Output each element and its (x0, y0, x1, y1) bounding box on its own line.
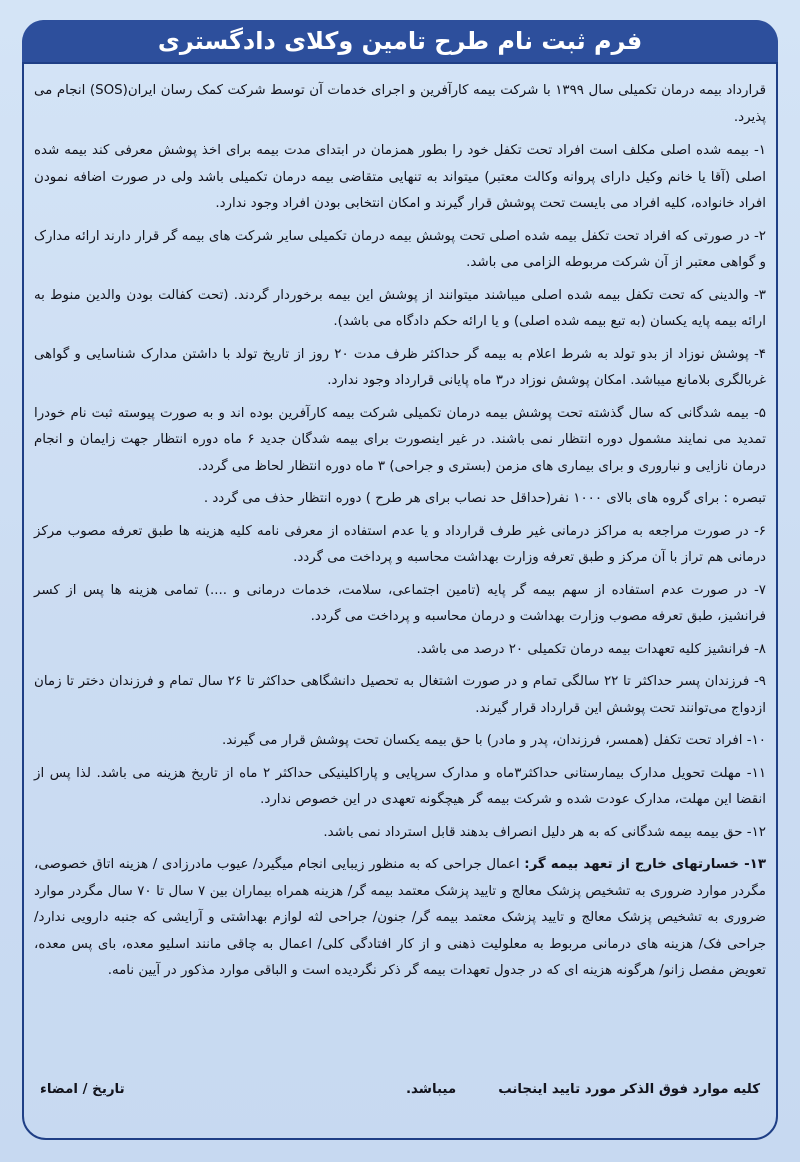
clause-5: ۵- بیمه شدگانی که سال گذشته تحت پوشش بیمه درمان تکمیلی شرکت بیمه کارآفرین بوده اند و به صورت پیوسته ثبت نام خودرا تمدید می نمایند مشمول دوره انتظار نمی باشند. در غیر اینصورت برای بیمه شدگان جدید ۶ ماه دوره انتظار جهت زایمان و انجام درمان نازایی و نباروری و برای بیماری های مزمن (بستری و جراحی) ۳ ماه دوره انتظار لحاظ می گردد. (34, 405, 766, 474)
clause-7: ۷- در صورت عدم استفاده از سهم بیمه گر پایه (تامین اجتماعی، سلامت، خدمات درمانی و ....) تمامی هزینه ها پس از کسر فرانشیز، طبق تعرفه مصوب وزارت بهداشت و درمان محاسبه و پرداخت می گردد. (34, 582, 766, 624)
intro-paragraph: قرارداد بیمه درمان تکمیلی سال ۱۳۹۹ با شرکت بیمه کارآفرین و اجرای خدمات آن توسط شرکت کمک رسان ایران(SOS) انجام می پذیرد. (34, 83, 766, 125)
clause-13-text: اعمال جراحی که به منظور زیبایی انجام میگیرد/ عیوب مادرزادی / هزینه اتاق خصوصی، مگردر موارد ضروری به تشخیص پزشک معالج و تایید پزشک معتمد بیمه گر/ هزینه همراه بیماران بین ۷ سال تا ۷۰ سال مگردر موارد ضروری به تشخیص پزشک معالج و تایید پزشک معتمد بیمه گر/ جنون/ جراحی لثه لوازم بهداشتی و آرایشی که جنبه دارویی ندارد/ جراحی فک/ هزینه های درمانی مربوط به معلولیت ذهنی و از کار افتادگی کلی/ اعمال به چاقی مانند اسلیو معده، بای پس معده، تعویض مفصل زانو/ هرگونه هزینه ای که در جدول تعهدات بیمه گر ذکر نگردیده است و الباقی موارد مذکور در آیین نامه. (34, 857, 766, 978)
clause-11: ۱۱- مهلت تحویل مدارک بیمارستانی حداکثر۳ماه و مدارک سرپایی و پاراکلینیکی حداکثر ۲ ماه از تاریخ هزینه می باشد. لذا پس از انقضا این مهلت، مدارک عودت شده و شرکت بیمه گر هیچگونه تعهدی در این خصوص ندارد. (34, 765, 767, 807)
clause-10: ۱۰- افراد تحت تکفل (همسر، فرزندان، پدر و مادر) با حق بیمه یکسان تحت پوشش قرار می گیرند. (221, 733, 766, 748)
confirmation-suffix: میباشد. (405, 1082, 457, 1097)
confirmation-text: کلیه موارد فوق الذکر مورد تایید اینجانب (498, 1082, 760, 1097)
clause-6: ۶- در صورت مراجعه به مراکز درمانی غیر طرف قرارداد و یا عدم استفاده از معرفی نامه کلیه هزینه ها طبق تعرفه مصوب مرکز درمانی هم تراز با آن مرکز و طبق تعرفه وزارت بهداشت محاسبه و پرداخت می گردد. (34, 523, 766, 565)
date-signature-area (40, 1082, 125, 1097)
clause-2: ۲- در صورتی که افراد تحت تکفل بیمه شده اصلی تحت پوشش بیمه درمان تکمیلی سایر شرکت های بیمه گر قرار دارند ارائه مدارک و گواهی معتبر از آن شرکت مربوطه الزامی می باشد. (34, 228, 766, 270)
confirmation-statement (406, 1082, 760, 1097)
clause-1: ۱- بیمه شده اصلی مکلف است افراد تحت تکفل خود را بطور همزمان در ابتدای مدت بیمه برای اخذ پوشش معرفی کند بیمه شده اصلی (آقا یا خانم وکیل دارای پروانه وکالت معتبر) میتواند به تنهایی متقاضی بیمه درمان تکمیلی باشد ولی در صورت اضافه نمودن افراد خانواده، کلیه افراد می بایست تحت پوشش قرار گیرند و امکان انتخابی بودن افراد وجود ندارد. (34, 143, 766, 211)
clause-12: ۱۲- حق بیمه بیمه شدگانی که به هر دلیل انصراف بدهند قابل استرداد نمی باشد. (323, 824, 766, 840)
clause-note: تبصره : برای گروه های بالای ۱۰۰۰ نفر(حداقل حد نصاب برای هر طرح ) دوره انتظار حذف می گردد . (203, 491, 766, 506)
form-body (34, 78, 766, 1120)
clause-9: ۹- فرزندان پسر حداکثر تا ۲۲ سالگی تمام و در صورت اشتغال به تحصیل دانشگاهی حداکثر تا ۲۶ سال تمام و فرزندان دختر تا زمان ازدواج می‌توانند تحت پوشش این قرارداد قرار گیرند. (34, 674, 766, 716)
clause-4: ۴- پوشش نوزاد از بدو تولد به شرط اعلام به بیمه گر حداکثر ظرف مدت ۲۰ روز از تاریخ تولد با داشتن مدارک شناسایی و گواهی غربالگری بلامانع میباشد. امکان پوشش نوزاد در۳ ماه پایانی قرارداد وجود ندارد. (34, 346, 766, 388)
clause-8: ۸- فرانشیز کلیه تعهدات بیمه درمان تکمیلی ۲۰ درصد می باشد. (416, 641, 766, 657)
form-title: فرم ثبت نام طرح تامین وکلای دادگستری (157, 27, 643, 55)
signature-row (40, 1082, 760, 1097)
clause-3: ۳- والدینی که تحت تکفل بیمه شده اصلی میباشند میتوانند از پوشش این بیمه برخوردار گردند. (تحت کفالت بودن والدین منوط به ارائه بیمه پایه یکسان (به تبع بیمه شده اصلی) و یا ارائه حکم دادگاه می باشد). (34, 287, 766, 329)
date-signature-label: تاریخ / امضاء (40, 1082, 125, 1097)
clause-13 (34, 852, 766, 985)
title-banner (22, 20, 778, 64)
clause-13-heading: ۱۳- خسارتهای خارج از تعهد بیمه گر: (524, 857, 766, 872)
